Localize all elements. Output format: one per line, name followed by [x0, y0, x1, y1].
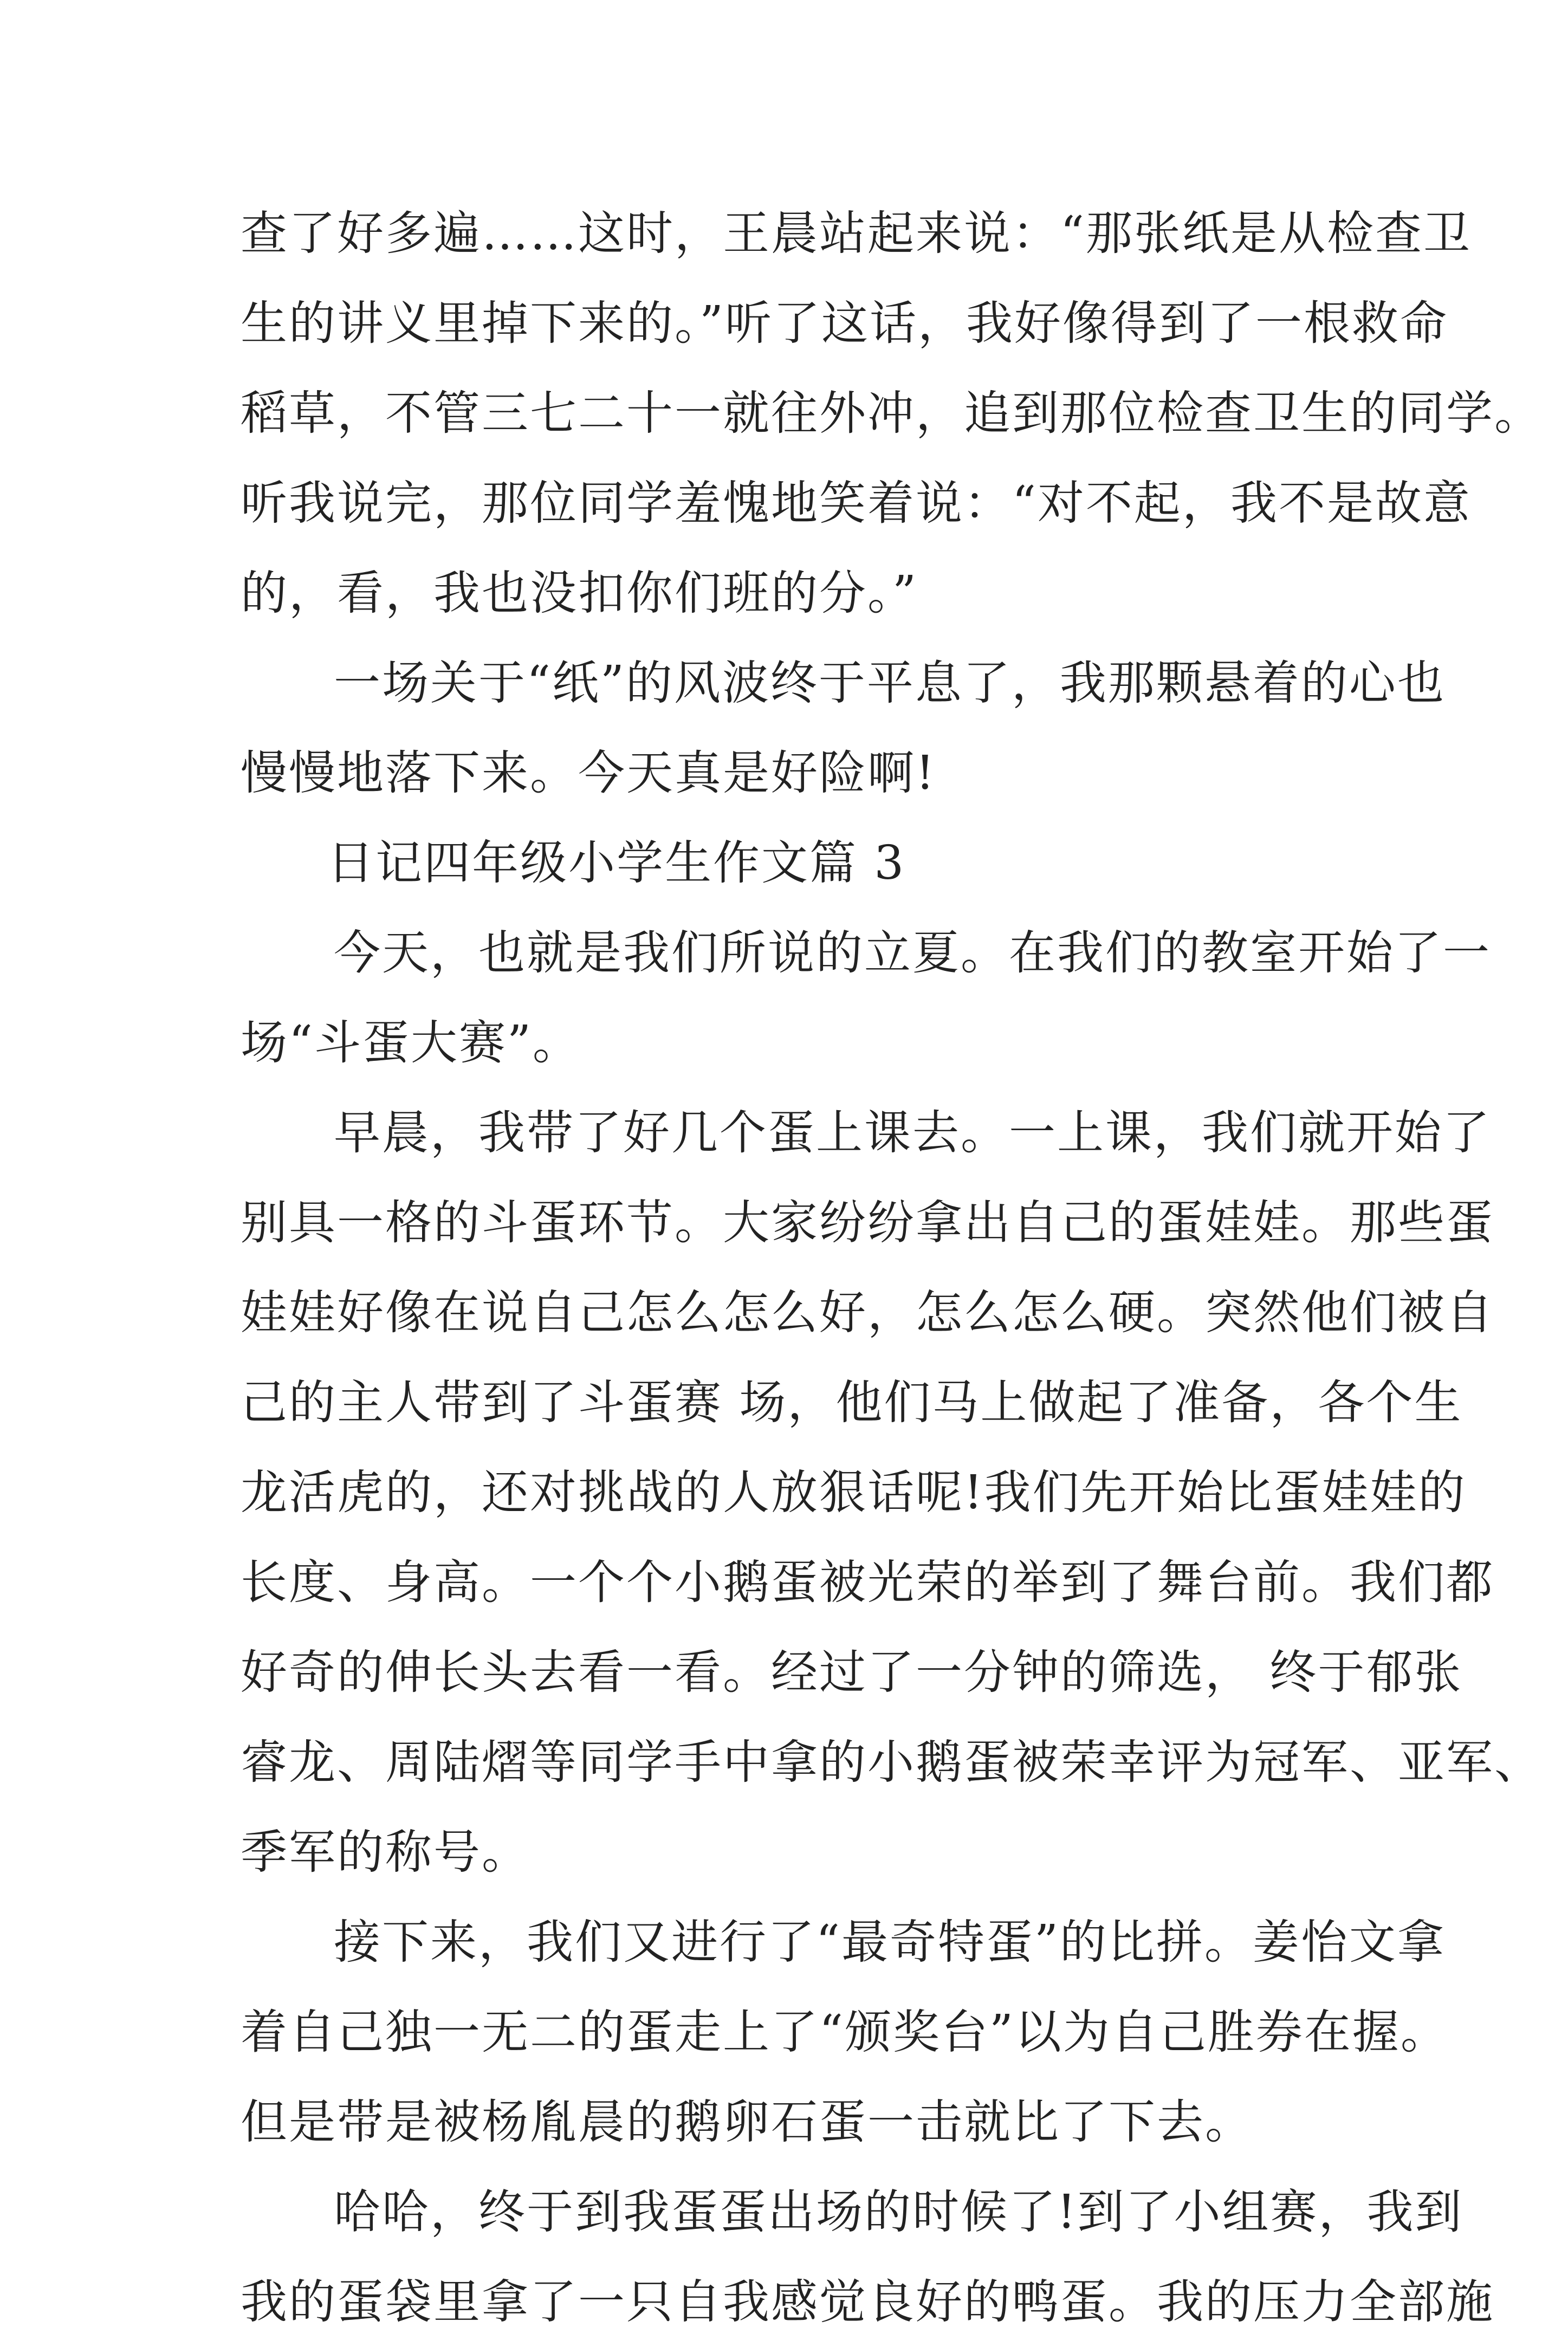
text-line: 但是带是被杨胤晨的鹅卵石蛋一击就比了下去。 [241, 2095, 1253, 2149]
text-line: 季军的称号。 [241, 1825, 530, 1879]
paragraph-first-line: 今天，也就是我们所说的立夏。在我们的教室开始了一 [334, 926, 1491, 980]
text-line: 生的讲义里掉下来的。”听了这话，我好像得到了一根救命 [241, 296, 1448, 351]
paragraph-first-line: 一场关于“纸”的风波终于平息了，我那颗悬着的心也 [334, 656, 1446, 710]
essay-body [241, 189, 1543, 2347]
text-line: 查了好多遍……这时，王晨站起来说：“那张纸是从检查卫 [241, 206, 1472, 261]
text-line: 听我说完，那位同学羞愧地笑着说：“对不起，我不是故意 [241, 476, 1472, 530]
text-line: 的，看，我也没扣你们班的分。” [241, 566, 918, 620]
paragraph-first-line: 接下来，我们又进行了“最奇特蛋”的比拼。姜怡文拿 [334, 1915, 1446, 1969]
text-line: 着自己独一无二的蛋走上了“颁奖台”以为自己胜券在握。 [241, 2005, 1449, 2059]
text-line: 稻草，不管三七二十一就往外冲，追到那位检查卫生的同学。 [241, 386, 1543, 440]
text-line: 场“斗蛋大赛”。 [241, 1016, 581, 1070]
text-line: 别具一格的斗蛋环节。大家纷纷拿出自己的蛋娃娃。那些蛋 [241, 1196, 1494, 1250]
text-line: 好奇的伸长头去看一看。经过了一分钟的筛选， 终于郁张 [241, 1645, 1463, 1700]
text-line: 己的主人带到了斗蛋赛 场，他们马上做起了准备，各个生 [241, 1376, 1463, 1430]
text-line: 慢慢地落下来。今天真是好险啊! [241, 746, 936, 800]
text-line: 娃娃好像在说自己怎么怎么好，怎么怎么硬。突然他们被自 [241, 1286, 1494, 1340]
text-line: 龙活虎的，还对挑战的人放狠话呢!我们先开始比蛋娃娃的 [241, 1466, 1467, 1520]
text-line: 睿龙、周陆熠等同学手中拿的小鹅蛋被荣幸评为冠军、亚军、 [241, 1735, 1543, 1790]
paragraph-first-line: 哈哈，终于到我蛋蛋出场的时候了!到了小组赛，我到 [334, 2185, 1463, 2239]
text-line: 我的蛋袋里拿了一只自我感觉良好的鸭蛋。我的压力全部施 [241, 2275, 1494, 2329]
section-heading: 日记四年级小学生作文篇 3 [327, 836, 906, 890]
text-line: 长度、身高。一个个小鹅蛋被光荣的举到了舞台前。我们都 [241, 1555, 1494, 1610]
paragraph-first-line: 早晨，我带了好几个蛋上课去。一上课，我们就开始了 [334, 1106, 1491, 1160]
